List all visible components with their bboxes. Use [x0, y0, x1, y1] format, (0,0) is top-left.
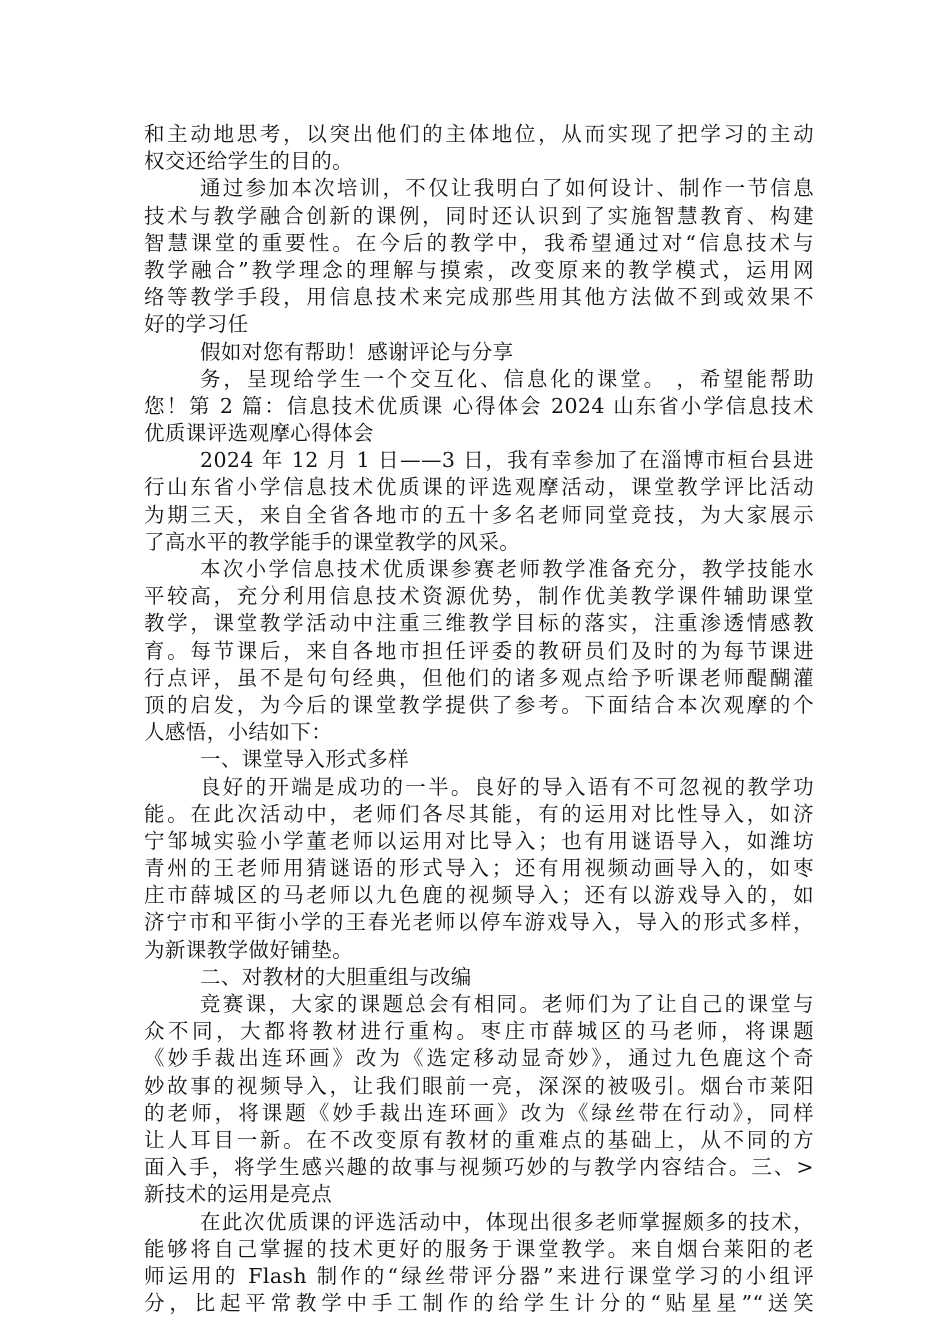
text-line: 为期三天，来自全省各地市的五十多名老师同堂竞技，为大家展示	[144, 502, 814, 527]
text-line: 竞赛课，大家的课题总会有相同。老师们为了让自己的课堂与	[200, 992, 814, 1016]
text-line: 好的学习任	[144, 312, 249, 337]
text-line: 能够将自己掌握的技术更好的服务于课堂教学。来自烟台莱阳的老	[144, 1236, 814, 1261]
text-line: 优质课评选观摩心得体会	[144, 421, 374, 446]
text-line: 您！第 2 篇：信息技术优质课 心得体会 2024 山东省小学信息技术	[144, 393, 814, 418]
text-line: 智慧课堂的重要性。在今后的教学中，我希望通过对“信息技术与	[144, 230, 814, 255]
text-line: 的老师，将课题《妙手裁出连环画》改为《绿丝带在行动》，同样	[144, 1100, 814, 1125]
text-line: 和主动地思考，以突出他们的主体地位，从而实现了把学习的主动	[144, 122, 814, 146]
text-line: 《妙手裁出连环画》改为《选定移动显奇妙》，通过九色鹿这个奇	[144, 1046, 814, 1071]
text-line: 青州的王老师用猜谜语的形式导入；还有用视频动画导入的，如枣	[144, 856, 814, 881]
text-line: 一、课堂导入形式多样	[200, 747, 409, 772]
text-line: 技术与教学融合创新的课例，同时还认识到了实施智慧教育、构建	[144, 203, 814, 228]
text-line: 良好的开端是成功的一半。良好的导入语有不可忽视的教学功	[200, 774, 814, 799]
text-line: 通过参加本次培训，不仅让我明白了如何设计、制作一节信息	[200, 176, 814, 201]
text-line: 教学融合”教学理念的理解与摸索，改变原来的教学模式，运用网	[144, 257, 814, 282]
text-line: 众不同，大都将教材进行重构。枣庄市薛城区的马老师，将课题	[144, 1019, 814, 1044]
text-line: 了高水平的教学能手的课堂教学的风采。	[144, 529, 521, 554]
text-line: 本次小学信息技术优质课参赛老师教学准备充分，教学技能水	[200, 557, 814, 581]
text-line: 育。每节课后，来自各地市担任评委的教研员们及时的为每节课进	[144, 638, 814, 663]
text-line: 人感悟，小结如下：	[144, 720, 333, 745]
text-line: 在此次优质课的评选活动中，体现出很多老师掌握颇多的技术，	[200, 1209, 814, 1234]
text-line: 行点评，虽不是句句经典，但他们的诸多观点给予听课老师醍醐灌	[144, 665, 814, 690]
text-line: 新技术的运用是亮点	[144, 1182, 333, 1207]
text-line: 假如对您有帮助！感谢评论与分享	[200, 339, 514, 364]
text-line: 务，呈现给学生一个交互化、信息化的课堂。 ，希望能帮助	[200, 366, 814, 391]
text-line: 让人耳目一新。在不改变原有教材的重难点的基础上，从不同的方	[144, 1127, 814, 1152]
text-line: 妙故事的视频导入，让我们眼前一亮，深深的被吸引。烟台市莱阳	[144, 1073, 814, 1098]
text-line: 权交还给学生的目的。	[144, 149, 353, 174]
text-line: 二、对教材的大胆重组与改编	[200, 964, 472, 989]
text-line: 济宁市和平街小学的王春光老师以停车游戏导入，导入的形式多样，	[144, 910, 814, 935]
text-line: 行山东省小学信息技术优质课的评选观摩活动，课堂教学评比活动	[144, 475, 814, 500]
text-line: 顶的启发，为今后的课堂教学提供了参考。下面结合本次观摩的个	[144, 692, 814, 717]
text-line: 教学，课堂教学活动中注重三维教学目标的落实，注重渗透情感教	[144, 611, 814, 636]
text-line: 宁邹城实验小学董老师以运用对比导入；也有用谜语导入，如潍坊	[144, 828, 814, 853]
text-line: 平较高，充分利用信息技术资源优势，制作优美教学课件辅助课堂	[144, 584, 814, 609]
text-line: 为新课教学做好铺垫。	[144, 937, 353, 962]
text-line: 2024 年 12 月 1 日——3 日，我有幸参加了在淄博市桓台县进	[200, 448, 814, 473]
text-line: 分，比起平常教学中手工制作的给学生计分的“贴星星”“送笑	[144, 1291, 814, 1316]
document-body	[144, 121, 814, 1317]
text-line: 能。在此次活动中，老师们各尽其能，有的运用对比性导入，如济	[144, 801, 814, 826]
text-line: 络等教学手段，用信息技术来完成那些用其他方法做不到或效果不	[144, 285, 814, 310]
text-line: 面入手，将学生感兴趣的故事与视频巧妙的与教学内容结合。三、>	[144, 1155, 814, 1180]
text-line: 师运用的 Flash 制作的“绿丝带评分器”来进行课堂学习的小组评	[144, 1263, 814, 1288]
text-line: 庄市薛城区的马老师以九色鹿的视频导入；还有以游戏导入的，如	[144, 883, 814, 908]
